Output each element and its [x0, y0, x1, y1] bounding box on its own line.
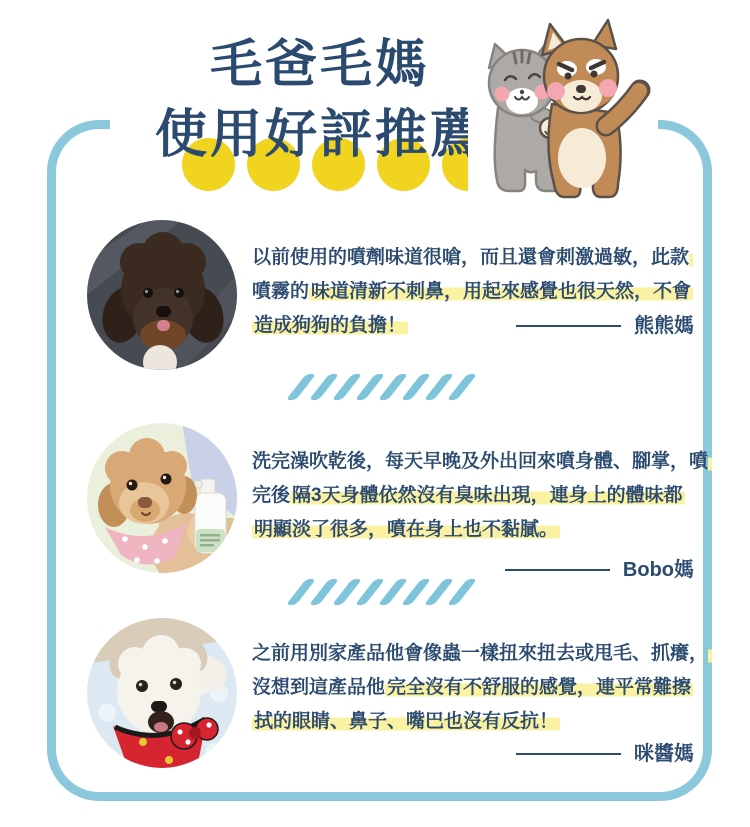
dog-photo-apricot-poodle [87, 423, 237, 573]
author-dash-line [516, 753, 621, 755]
dog-photo-dark-poodle [87, 220, 237, 370]
author-name: 熊熊媽 [634, 315, 694, 337]
cat-and-shiba-mascots-illustration [468, 8, 658, 200]
testimonial-1-line-3: 造成狗狗的負擔！ [254, 315, 407, 336]
testimonial-2-line-2: 完後 隔3天身體依然沒有臭味出現，連身上的體味都 [252, 485, 683, 506]
slash-divider [296, 374, 467, 400]
author-dash-line [505, 569, 610, 571]
testimonial-3-line-3: 拭的眼睛、鼻子、嘴巴也沒有反抗！ [254, 711, 559, 732]
testimonial-3-author [252, 737, 694, 771]
page-title [110, 30, 530, 178]
shiba-dog-mascot-icon [540, 20, 640, 197]
testimonial-2-line-3: 明顯淡了很多，噴在身上也不黏膩。 [254, 519, 559, 540]
testimonial-2 [252, 445, 709, 587]
testimonial-1-line-1: 以前使用的噴劑味道很嗆，而且還會刺激過敏，此款 [252, 241, 694, 275]
dog-photo-white-maltese [87, 618, 237, 768]
author-name: Bobo媽 [622, 559, 694, 581]
testimonial-1-line-2: 噴霧的 味道清新不刺鼻，用起來感覺也很天然，不會 [252, 281, 692, 302]
testimonial-3-line-2: 沒想到這產品他 完全沒有不舒服的感覺，連平常難擦 [252, 677, 692, 698]
testimonial-3 [252, 637, 709, 771]
title-line-2: 使用好評推薦 [154, 106, 485, 164]
testimonial-2-line-1: 洗完澡吹乾後，每天早晚及外出回來噴身體、腳掌，噴 [252, 445, 694, 479]
testimonial-1 [252, 241, 694, 343]
testimonial-3-line-1: 之前用別家產品他會像蟲一樣扭來扭去或甩毛、抓癢， [252, 637, 694, 671]
slash-divider [296, 579, 467, 605]
author-name: 咪醬媽 [634, 743, 694, 765]
title-line-1: 毛爸毛媽 [209, 36, 430, 94]
author-dash-line [516, 325, 621, 327]
